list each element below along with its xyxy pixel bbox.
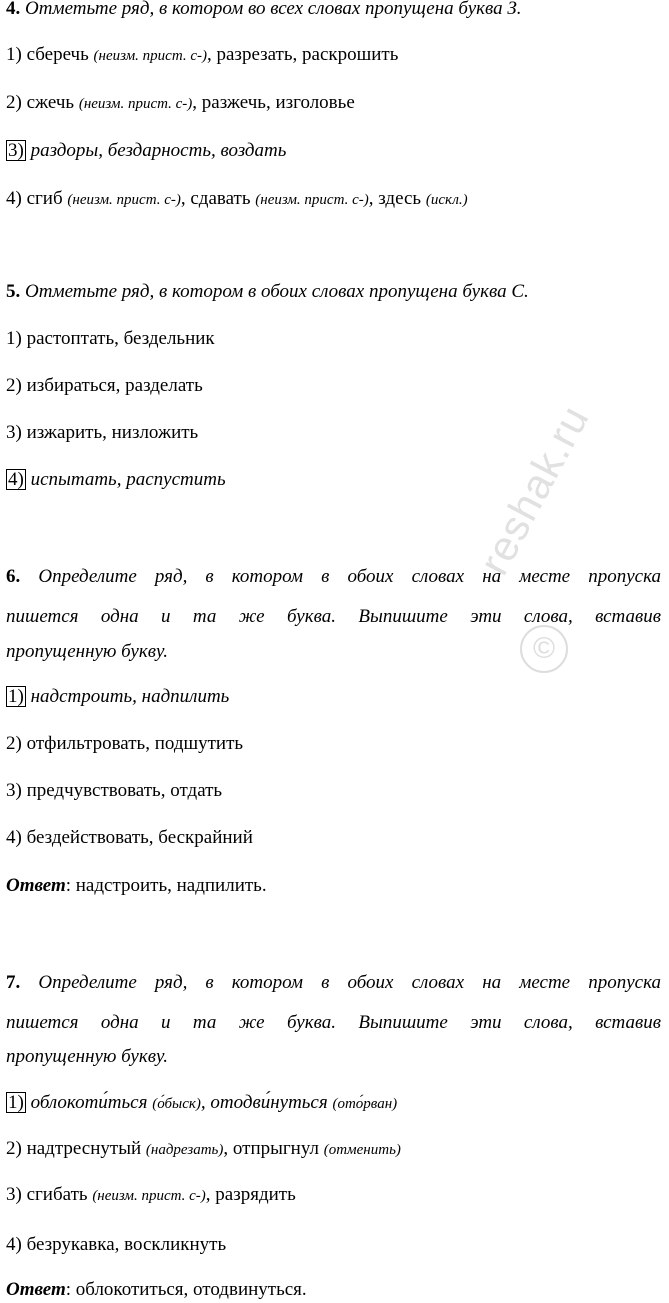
q7-o3-note-1: (неизм. прист. с-) (92, 1188, 206, 1204)
q4-option-2 (6, 91, 661, 116)
separator: , (207, 44, 212, 65)
q6-o2-num: 2) (6, 733, 22, 754)
separator: , (223, 1138, 229, 1159)
q6-option-2 (6, 732, 661, 756)
q4-o4-word-3: здесь (378, 188, 422, 209)
q4-o1-word-2: разрезать (216, 44, 293, 65)
q4-o2-word-2: разжечь (201, 92, 266, 113)
q4-o1-num: 1) (6, 44, 22, 65)
q5-prompt-line (6, 280, 661, 304)
q5-o3-text: изжарить, низложить (26, 422, 199, 443)
separator: , (265, 92, 271, 113)
q4-o2-word-3: изголовье (275, 92, 355, 113)
q6-answer-text: : надстроить, надпилить. (65, 875, 267, 896)
q7-number: 7. (6, 972, 21, 993)
q7-prompt-3: пропущенную букву. (6, 1046, 168, 1067)
q7-prompt-1: Определите ряд, в котором в обоих словах на месте пропуска (38, 972, 661, 993)
q7-o2-num: 2) (6, 1138, 22, 1159)
q6-o1-text: надстроить, надпилить (30, 686, 230, 707)
separator: , (192, 92, 198, 113)
q6-option-4 (6, 826, 661, 850)
q5-option-2 (6, 374, 661, 398)
q7-option-2 (6, 1137, 661, 1162)
q6-prompt-line-1 (6, 565, 661, 589)
q4-prompt-line (6, 0, 661, 21)
separator: , (200, 1092, 206, 1113)
q7-answer (6, 1278, 661, 1302)
q6-answer (6, 874, 661, 898)
q7-prompt-2: пишется одна и та же буква. Выпишите эти слова, вставив (6, 1012, 661, 1033)
q4-o4-num: 4) (6, 188, 22, 209)
q6-answer-label: Ответ (6, 875, 66, 896)
q6-prompt-line-2 (6, 605, 661, 629)
q5-o2-num: 2) (6, 375, 22, 396)
q7-o4-num: 4) (6, 1234, 22, 1255)
q7-o4-text: безрукавка, воскликнуть (26, 1234, 227, 1255)
q7-o2-note-1: (надрезать) (145, 1142, 224, 1158)
q6-number: 6. (6, 566, 21, 587)
q7-o3-num: 3) (6, 1184, 22, 1205)
q6-prompt-3: пропущенную букву. (6, 641, 168, 662)
q7-o2-note-2: (отменить) (323, 1142, 401, 1158)
q4-o4-note-3: (искл.) (425, 192, 468, 208)
q7-option-4 (6, 1233, 661, 1257)
q4-o4-note-1: (неизм. прист. с-) (67, 192, 181, 208)
q6-o4-text: бездействовать, бескрайний (26, 827, 253, 848)
separator: , (98, 140, 103, 161)
q6-prompt-1: Определите ряд, в котором в обоих словах на месте пропуска (38, 566, 661, 587)
q7-answer-text: : облокотиться, отодвинуться. (65, 1279, 307, 1300)
q5-o4-text: испытать, распустить (30, 469, 226, 490)
q5-o3-num: 3) (6, 422, 22, 443)
q7-o2-word-2: отпрыгнул (232, 1138, 319, 1159)
q4-prompt: Отметьте ряд, в котором во всех словах пропущена буква З. (25, 0, 522, 19)
q4-option-3 (6, 139, 661, 163)
q4-option-1 (6, 43, 661, 68)
q4-o3-num-boxed: 3) (8, 140, 24, 161)
q7-prompt-line-3 (6, 1045, 661, 1069)
q5-option-3 (6, 421, 661, 445)
q7-option-1 (6, 1091, 661, 1116)
q4-o3-word-2: бездарность (107, 140, 211, 161)
q5-o4-num-boxed: 4) (8, 469, 24, 490)
q6-prompt-2: пишется одна и та же буква. Выпишите эти слова, вставив (6, 606, 661, 627)
q7-prompt-line-1 (6, 971, 661, 995)
q6-o3-num: 3) (6, 780, 22, 801)
q4-o2-num: 2) (6, 92, 22, 113)
q7-option-3 (6, 1183, 661, 1208)
q7-o3-word-1: сгибать (26, 1184, 88, 1205)
q4-o4-note-2: (неизм. прист. с-) (255, 192, 369, 208)
separator: , (368, 188, 374, 209)
q5-number: 5. (6, 281, 21, 302)
separator: , (292, 44, 298, 65)
q4-o1-word-1: сберечь (26, 44, 89, 65)
q7-o1-word-1: облокоти́ться (30, 1092, 148, 1113)
q6-o2-text: отфильтровать, подшутить (26, 733, 244, 754)
q5-option-1 (6, 327, 661, 351)
q5-prompt: Отметьте ряд, в котором в обоих словах пропущена буква С. (25, 281, 529, 302)
q7-o1-note-2: (ото́рван) (332, 1096, 398, 1112)
separator: , (205, 1184, 211, 1205)
q4-number: 4. (6, 0, 21, 19)
q4-o3-word-1: раздоры (30, 140, 99, 161)
q4-o1-note: (неизм. прист. с-) (93, 48, 207, 64)
q6-option-1 (6, 685, 661, 709)
q4-o4-word-1: сгиб (26, 188, 63, 209)
q4-o2-note: (неизм. прист. с-) (78, 96, 193, 112)
copyright-icon: © (520, 625, 568, 673)
q6-option-3 (6, 779, 661, 803)
q4-o4-word-2: сдавать (190, 188, 251, 209)
q4-option-4 (6, 187, 661, 212)
q7-answer-label: Ответ (6, 1279, 66, 1300)
q7-prompt-line-2 (6, 1011, 661, 1035)
q7-o3-word-2: разрядить (215, 1184, 296, 1205)
q6-o1-num-boxed: 1) (8, 686, 24, 707)
q7-o1-word-2: отодви́нуться (210, 1092, 328, 1113)
q5-option-4 (6, 468, 661, 492)
q5-o1-text: растоптать, бездельник (26, 328, 215, 349)
q6-o3-text: предчувствовать, отдать (26, 780, 223, 801)
q5-o1-num: 1) (6, 328, 22, 349)
q4-o1-word-3: раскрошить (302, 44, 399, 65)
q5-o2-text: избираться, разделать (26, 375, 203, 396)
q7-o1-note-1: (о́быск) (152, 1096, 201, 1112)
q6-o4-num: 4) (6, 827, 22, 848)
q4-o3-word-3: воздать (220, 140, 287, 161)
watermark-text: reshak.ru (470, 397, 598, 583)
q4-o2-word-1: сжечь (26, 92, 75, 113)
separator: , (180, 188, 186, 209)
q7-o1-num-boxed: 1) (8, 1092, 24, 1113)
q7-o2-word-1: надтреснутый (26, 1138, 142, 1159)
separator: , (210, 140, 216, 161)
